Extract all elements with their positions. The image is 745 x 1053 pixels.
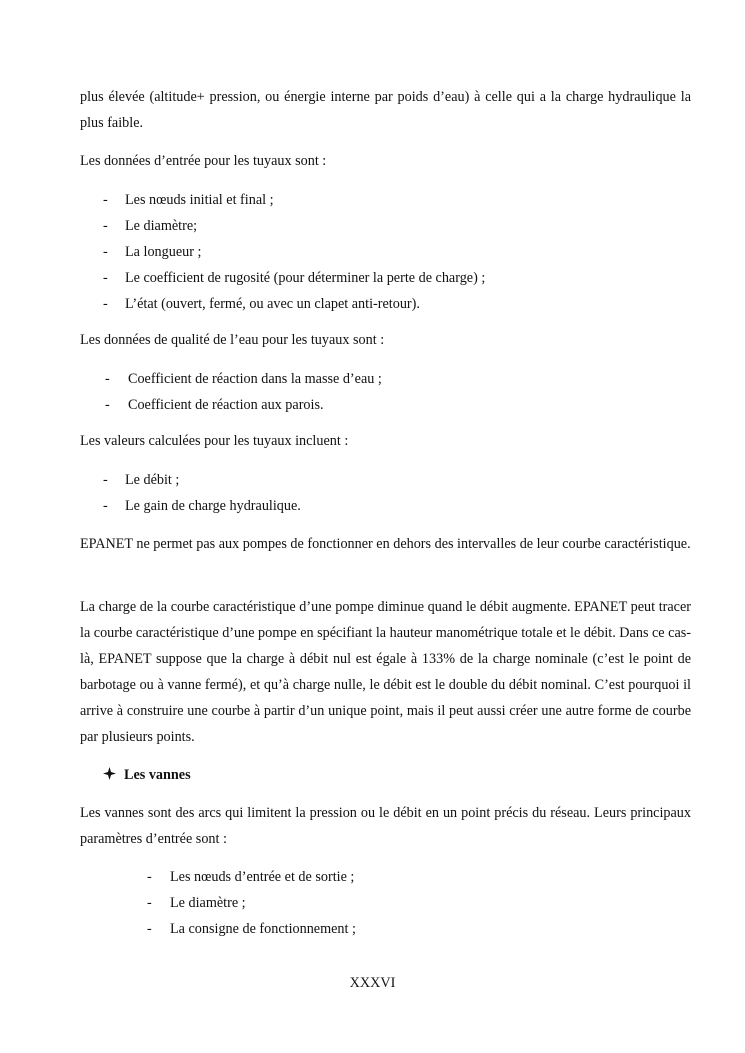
paragraph-valves-intro: Les vannes sont des arcs qui limitent la pression ou le débit en un point précis du réseau. Leurs principaux paramètres d’entrée sont : [80,805,691,847]
diamond-bullet-icon [103,767,116,780]
paragraph-epanet-pumps: EPANET ne permet pas aux pompes de fonctionner en dehors des intervalles de leur courbe caractéristique. [80,536,691,552]
list-item-text: Le débit ; [125,472,180,488]
paragraph-pump-curve: La charge de la courbe caractéristique d’une pompe diminue quand le débit augmente. EPANET peut tracer la courbe caractéristique d’une pompe en spécifiant la hauteur manométrique totale et le débit. Dans ce cas-là, EPANET suppose que la charge à débit nul est égale à 133% de la charge nominale (c’est le point de barbotage ou à vanne fermé), et qu’à charge nulle, le débit est le double du débit nominal. C’est pourquoi il arrive à construire une courbe à partir d’un unique point, mais il peut aussi créer une autre forme de courbe par plusieurs points. [80,599,691,745]
list-item-text: La longueur ; [125,244,202,260]
list-item-text: Coefficient de réaction dans la masse d’eau ; [128,371,382,387]
list-item-text: Le diamètre ; [170,895,246,911]
paragraph-input-data: Les données d’entrée pour les tuyaux sont : [80,153,327,169]
section-heading-text: Les vannes [124,767,191,783]
list-item-text: Le coefficient de rugosité (pour déterminer la perte de charge) ; [125,270,486,286]
list-item-text: Coefficient de réaction aux parois. [128,397,324,413]
paragraph-computed-values: Les valeurs calculées pour les tuyaux incluent : [80,433,349,449]
list-item-text: Le gain de charge hydraulique. [125,498,301,514]
list-item-text: Le diamètre; [125,218,198,234]
section-heading-valves [103,765,191,785]
list-item-text: Les nœuds d’entrée et de sortie ; [170,869,355,885]
paragraph-intro-continued: plus élevée (altitude+ pression, ou énergie interne par poids d’eau) à celle qui a la charge hydraulique la plus faible. [80,89,691,131]
document-page: plus élevée (altitude+ pression, ou énergie interne par poids d’eau) à celle qui a la charge hydraulique la plus faible. Les données d’entrée pour les tuyaux sont : - Les nœuds initial et final ; - Le diamètre; - La longueur ; - Le coefficient de rugosité (pour déterminer la perte de charge) ; - L’état (ouvert, fermé, ou avec un clapet anti-retour). Les données de qualité de l’eau pour les tuyaux sont : - Coefficient de réaction dans la masse d’eau ; - Coefficient de réaction aux parois. Les valeurs calculées pour les tuyaux incluent : - Le débit ; - Le gain de charge hydraulique. EPANET ne permet pas aux pompes de fonctionner en dehors des intervalles de leur courbe caractéristique. La charge de la courbe caractéristique d’une pompe diminue quand le débit augmente. EPANET peut tracer la courbe caractéristique d’une pompe en spécifiant la hauteur manométrique totale et le débit. Dans ce cas-là, EPANET suppose que la charge à débit nul est égale à 133% de la charge nominale (c’est le point de barbotage ou à vanne fermé), et qu’à charge nulle, le débit est le double du débit nominal. C’est pourquoi il arrive à construire une courbe à partir d’un unique point, mais il peut aussi créer une autre forme de courbe par plusieurs points. Les vannes Les vannes sont des arcs qui limitent la pression ou le débit en un point précis du réseau. Leurs principaux paramètres d’entrée sont : - Les nœuds d’entrée et de sortie ; - Le diamètre ; - La consigne de fonctionnement ; XXXVI [0,0,745,1053]
paragraph-quality-data: Les données de qualité de l’eau pour les tuyaux sont : [80,332,385,348]
list-item-text: La consigne de fonctionnement ; [170,921,356,937]
list-item-text: L’état (ouvert, fermé, ou avec un clapet anti-retour). [125,296,420,312]
page-number: XXXVI [349,975,396,991]
list-item-text: Les nœuds initial et final ; [125,192,274,208]
